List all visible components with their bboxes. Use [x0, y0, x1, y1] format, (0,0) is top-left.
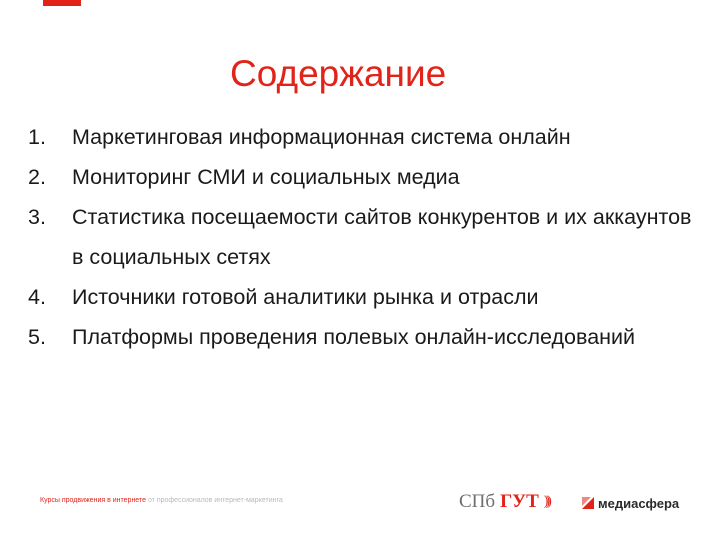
- spbgut-logo: [459, 490, 549, 514]
- list-item: [28, 277, 698, 317]
- item-number: 3.: [28, 205, 46, 229]
- item-number: 4.: [28, 285, 46, 309]
- list-item: [28, 317, 698, 357]
- item-number: 1.: [28, 125, 46, 149]
- item-text: Платформы проведения полевых онлайн-исследований: [72, 325, 636, 349]
- logo-mediasphera-text: медиасфера: [598, 495, 680, 511]
- list-item: [28, 197, 698, 277]
- item-text: Источники готовой аналитики рынка и отрасли: [72, 285, 539, 309]
- logo-spb-text: СПб: [459, 491, 496, 512]
- footer-note-accent: Курсы продвижения в интернете: [40, 497, 146, 504]
- top-accent-bar: [43, 0, 81, 6]
- slide-title: Содержание: [230, 53, 447, 94]
- footer-note: [40, 497, 283, 504]
- item-text: Мониторинг СМИ и социальных медиа: [72, 165, 460, 189]
- footer-note-rest: от профессионалов интернет-маркетинга: [146, 497, 283, 504]
- item-number: 5.: [28, 325, 46, 349]
- mediasphera-logo: [582, 494, 679, 512]
- item-text: Маркетинговая информационная система онлайн: [72, 125, 571, 149]
- item-text: Статистика посещаемости сайтов конкурентов и их аккаунтов в социальных сетях: [72, 205, 692, 269]
- mediasphera-icon: [582, 497, 594, 509]
- contents-list: [28, 117, 698, 357]
- item-number: 2.: [28, 165, 46, 189]
- list-item: [28, 117, 698, 157]
- signal-waves-icon: ))): [543, 494, 549, 509]
- logo-gut-text: ГУТ: [500, 491, 539, 512]
- list-item: [28, 157, 698, 197]
